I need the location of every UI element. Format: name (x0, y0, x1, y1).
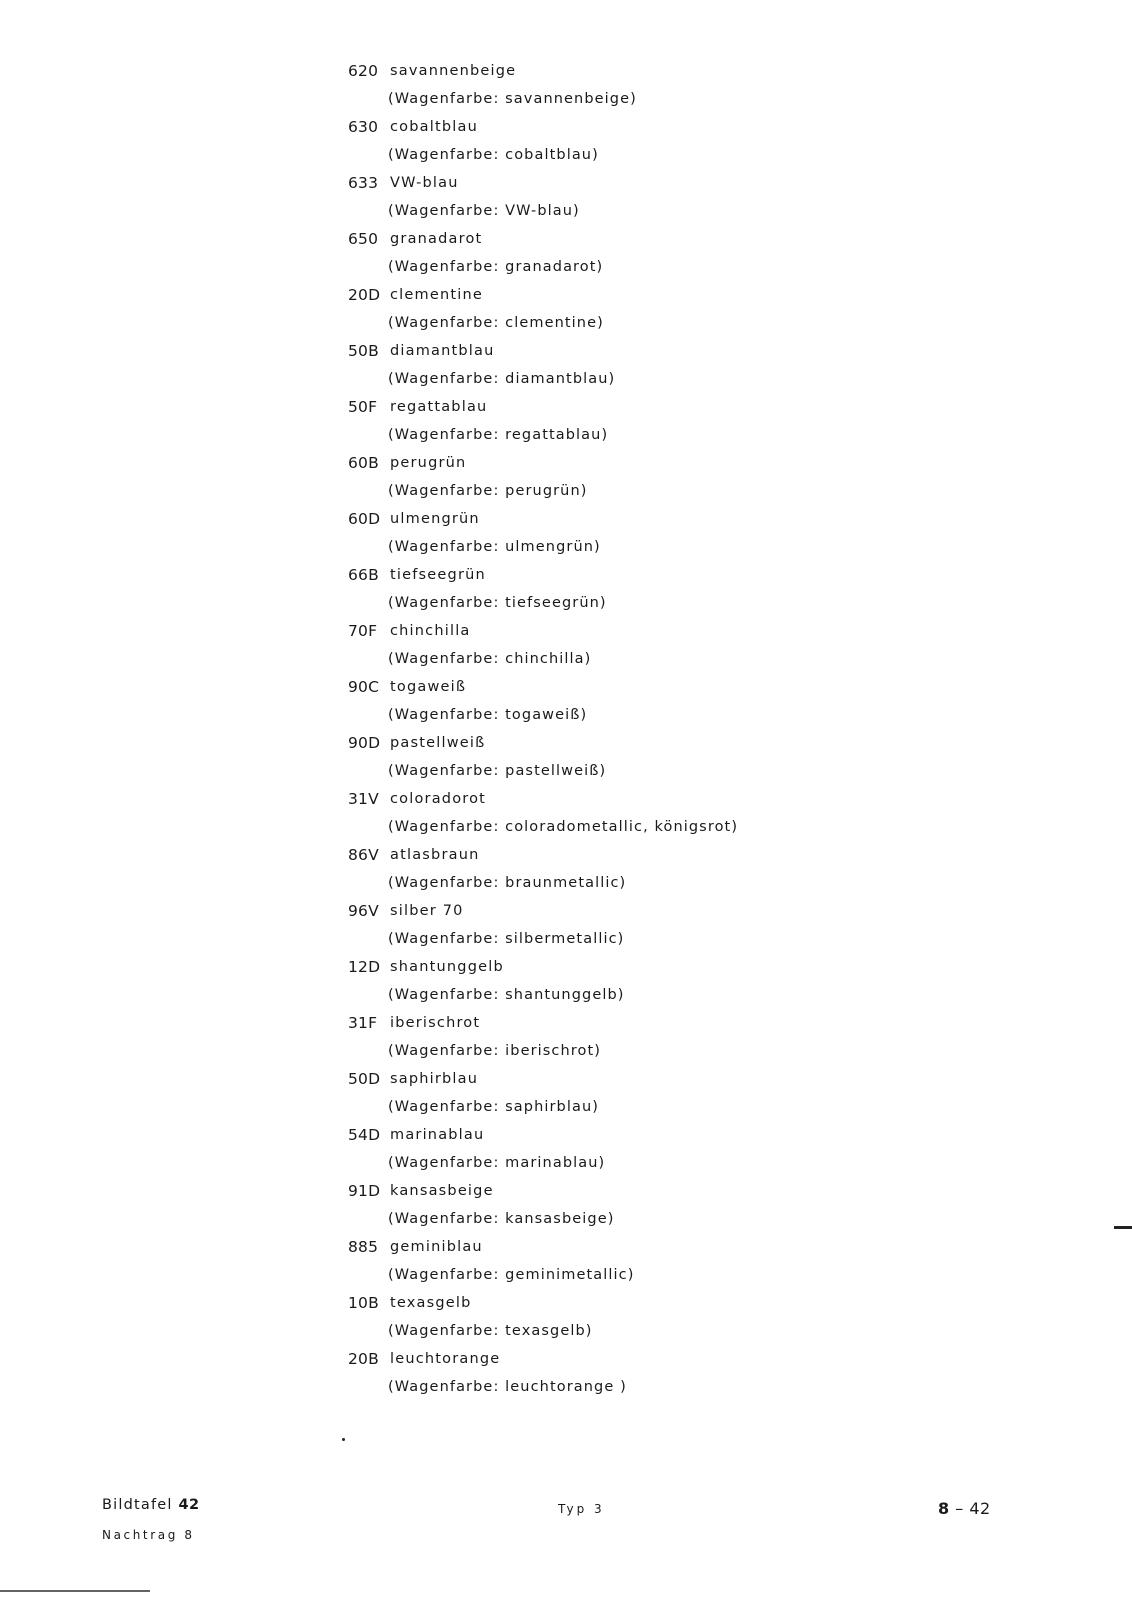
wagenfarbe-note: (Wagenfarbe: leuchtorange ) (388, 1379, 627, 1395)
color-name: leuchtorange (390, 1351, 501, 1367)
color-code: 20D (348, 286, 381, 304)
color-name: texasgelb (390, 1295, 472, 1311)
bildtafel-label: Bildtafel (102, 1497, 173, 1513)
wagenfarbe-note: (Wagenfarbe: coloradometallic, königsrot) (388, 819, 739, 835)
color-name: saphirblau (390, 1071, 479, 1087)
color-name: cobaltblau (390, 119, 478, 135)
color-code: 20B (348, 1350, 379, 1368)
color-entry (348, 900, 908, 956)
color-code: 86V (348, 846, 379, 864)
color-name: atlasbraun (390, 847, 480, 863)
color-entry (348, 620, 908, 676)
color-entry (348, 1236, 908, 1292)
color-code: 60B (348, 454, 379, 472)
wagenfarbe-note: (Wagenfarbe: savannenbeige) (388, 91, 637, 107)
color-code: 630 (348, 118, 379, 136)
color-entry (348, 1124, 908, 1180)
footer-bildtafel (102, 1497, 200, 1513)
wagenfarbe-note: (Wagenfarbe: braunmetallic) (388, 875, 627, 891)
color-code: 90D (348, 734, 381, 752)
color-code-list (348, 60, 908, 1404)
color-entry (348, 452, 908, 508)
color-entry (348, 60, 908, 116)
color-name: clementine (390, 287, 483, 303)
color-code: 90C (348, 678, 380, 696)
color-entry (348, 228, 908, 284)
wagenfarbe-note: (Wagenfarbe: cobaltblau) (388, 147, 599, 163)
color-entry (348, 676, 908, 732)
color-code: 620 (348, 62, 379, 80)
color-name: savannenbeige (390, 63, 517, 79)
color-name: silber 70 (390, 903, 464, 919)
section-number: 8 (938, 1499, 950, 1518)
color-code: 885 (348, 1238, 379, 1256)
color-name: diamantblau (390, 343, 495, 359)
scan-mark-bottom-left (0, 1590, 150, 1592)
color-name: coloradorot (390, 791, 487, 807)
wagenfarbe-note: (Wagenfarbe: kansasbeige) (388, 1211, 615, 1227)
color-name: granadarot (390, 231, 483, 247)
color-code: 650 (348, 230, 379, 248)
wagenfarbe-note: (Wagenfarbe: chinchilla) (388, 651, 592, 667)
footer-page-number (938, 1499, 991, 1518)
color-code: 54D (348, 1126, 381, 1144)
scan-mark-right (1114, 1226, 1132, 1229)
wagenfarbe-note: (Wagenfarbe: texasgelb) (388, 1323, 593, 1339)
color-code: 96V (348, 902, 379, 920)
color-entry (348, 1292, 908, 1348)
wagenfarbe-note: (Wagenfarbe: regattablau) (388, 427, 609, 443)
footer-nachtrag: Nachtrag 8 (102, 1528, 195, 1542)
color-entry (348, 1068, 908, 1124)
wagenfarbe-note: (Wagenfarbe: tiefseegrün) (388, 595, 607, 611)
color-entry (348, 396, 908, 452)
page-number: 42 (969, 1499, 991, 1518)
wagenfarbe-note: (Wagenfarbe: silbermetallic) (388, 931, 625, 947)
color-name: ulmengrün (390, 511, 480, 527)
wagenfarbe-note: (Wagenfarbe: granadarot) (388, 259, 604, 275)
color-name: pastellweiß (390, 735, 486, 751)
color-entry (348, 956, 908, 1012)
color-name: kansasbeige (390, 1183, 494, 1199)
color-name: tiefseegrün (390, 567, 486, 583)
color-name: perugrün (390, 455, 467, 471)
color-code: 60D (348, 510, 381, 528)
color-name: regattablau (390, 399, 488, 415)
color-code: 31V (348, 790, 379, 808)
wagenfarbe-note: (Wagenfarbe: shantunggelb) (388, 987, 625, 1003)
wagenfarbe-note: (Wagenfarbe: clementine) (388, 315, 604, 331)
section-separator: – (949, 1499, 970, 1518)
color-entry (348, 172, 908, 228)
color-name: togaweiß (390, 679, 467, 695)
color-code: 10B (348, 1294, 379, 1312)
wagenfarbe-note: (Wagenfarbe: VW-blau) (388, 203, 580, 219)
color-name: VW-blau (390, 175, 459, 191)
color-code: 12D (348, 958, 381, 976)
color-code: 50F (348, 398, 378, 416)
wagenfarbe-note: (Wagenfarbe: iberischrot) (388, 1043, 602, 1059)
bildtafel-number: 42 (178, 1497, 200, 1513)
color-entry (348, 1012, 908, 1068)
wagenfarbe-note: (Wagenfarbe: pastellweiß) (388, 763, 607, 779)
color-entry (348, 284, 908, 340)
footer-typ: Typ 3 (558, 1502, 605, 1516)
color-entry (348, 116, 908, 172)
wagenfarbe-note: (Wagenfarbe: geminimetallic) (388, 1267, 635, 1283)
color-code: 91D (348, 1182, 381, 1200)
wagenfarbe-note: (Wagenfarbe: marinablau) (388, 1155, 606, 1171)
color-code: 31F (348, 1014, 378, 1032)
color-code: 70F (348, 622, 378, 640)
color-code: 50D (348, 1070, 381, 1088)
color-name: chinchilla (390, 623, 471, 639)
color-entry (348, 732, 908, 788)
color-entry (348, 1180, 908, 1236)
color-code: 50B (348, 342, 379, 360)
color-entry (348, 508, 908, 564)
color-name: geminiblau (390, 1239, 483, 1255)
color-name: shantunggelb (390, 959, 504, 975)
color-name: marinablau (390, 1127, 485, 1143)
color-entry (348, 564, 908, 620)
color-entry (348, 788, 908, 844)
wagenfarbe-note: (Wagenfarbe: saphirblau) (388, 1099, 600, 1115)
scan-mark-dot (342, 1438, 345, 1441)
color-code: 633 (348, 174, 379, 192)
wagenfarbe-note: (Wagenfarbe: ulmengrün) (388, 539, 601, 555)
wagenfarbe-note: (Wagenfarbe: perugrün) (388, 483, 588, 499)
wagenfarbe-note: (Wagenfarbe: diamantblau) (388, 371, 616, 387)
color-name: iberischrot (390, 1015, 481, 1031)
color-code: 66B (348, 566, 379, 584)
color-entry (348, 844, 908, 900)
wagenfarbe-note: (Wagenfarbe: togaweiß) (388, 707, 588, 723)
color-entry (348, 1348, 908, 1404)
color-entry (348, 340, 908, 396)
